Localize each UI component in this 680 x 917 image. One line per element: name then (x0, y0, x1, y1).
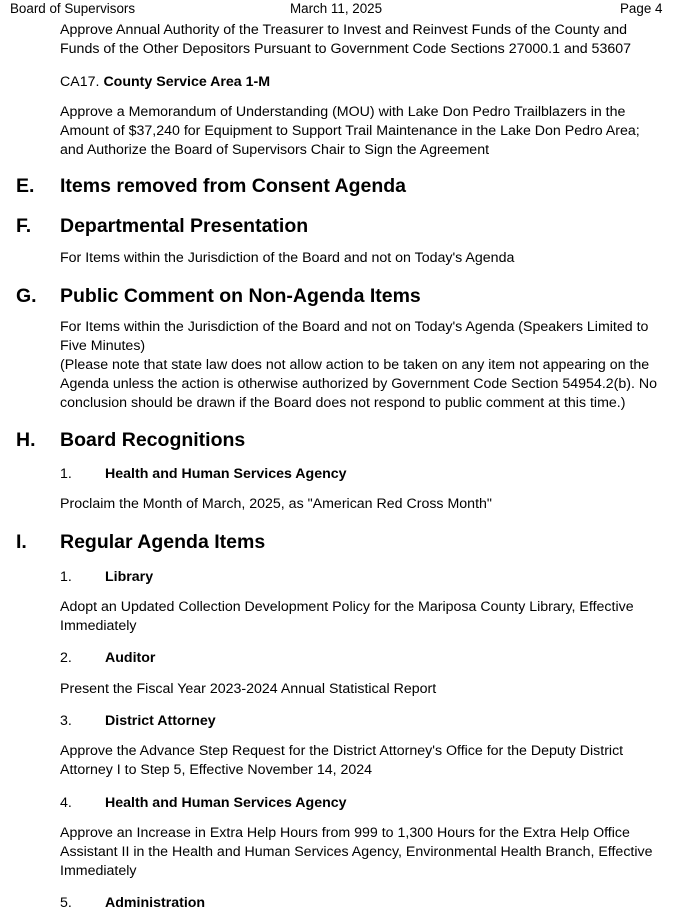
text-line: Present the Fiscal Year 2023-2024 Annual Statistical Report (60, 681, 437, 697)
section-letter: E. (16, 175, 35, 197)
text-line: Immediately (60, 863, 137, 879)
text-line: (Please note that state law does not allow action to be taken on any item not appearing on the (60, 357, 650, 373)
item-number: 4. (60, 795, 72, 811)
text-line: For Items within the Jurisdiction of the Board and not on Today's Agenda (60, 250, 515, 266)
consent-item-ca17 (60, 74, 270, 90)
header-page-number: Page 4 (620, 1, 663, 16)
item-number: 5. (60, 895, 72, 911)
text-line: and Authorize the Board of Supervisors Chair to Sign the Agreement (60, 142, 490, 158)
text-line: Agenda unless the action is otherwise authorized by Government Code Section 54954.2(b). No (60, 376, 658, 392)
item-title: Administration (105, 895, 206, 911)
text-line: Proclaim the Month of March, 2025, as "American Red Cross Month" (60, 496, 492, 512)
hhsa-item-description (60, 824, 668, 881)
text-line: Approve Annual Authority of the Treasurer to Invest and Reinvest Funds of the County and (60, 22, 628, 38)
section-title-regular-agenda: Regular Agenda Items (60, 531, 266, 553)
header-date: March 11, 2025 (290, 1, 383, 16)
item-number: 1. (60, 569, 72, 585)
text-line: Approve the Advance Step Request for the District Attorney's Office for the Deputy District (60, 743, 624, 759)
treasurer-item-description (60, 21, 668, 59)
section-letter: I. (16, 531, 27, 553)
text-line: Assistant II in the Health and Human Services Agency, Environmental Health Branch, Effective (60, 844, 653, 860)
item-number: CA17. (60, 74, 100, 90)
item-title: County Service Area 1-M (103, 74, 271, 90)
section-letter: F. (16, 215, 32, 237)
district-attorney-item-description (60, 742, 668, 780)
header-board-name: Board of Supervisors (10, 1, 136, 16)
item-title: Library (105, 569, 154, 585)
section-letter: G. (16, 285, 37, 307)
ca17-description (60, 103, 668, 160)
section-f-description (60, 249, 668, 268)
section-title-consent-removed: Items removed from Consent Agenda (60, 175, 407, 197)
item-number: 1. (60, 466, 72, 482)
text-line: Amount of $37,240 for Equipment to Support Trail Maintenance in the Lake Don Pedro Area; (60, 123, 640, 139)
text-line: Attorney I to Step 5, Effective November 14, 2024 (60, 762, 373, 778)
text-line: Five Minutes) (60, 338, 146, 354)
text-line: Funds of the Other Depositors Pursuant to Government Code Sections 27000.1 and 53607 (60, 41, 632, 57)
section-title-board-recognitions: Board Recognitions (60, 429, 246, 451)
section-title-departmental-presentation: Departmental Presentation (60, 215, 309, 237)
item-number: 2. (60, 650, 72, 666)
item-number: 3. (60, 713, 72, 729)
section-title-public-comment: Public Comment on Non-Agenda Items (60, 285, 421, 307)
text-line: Approve a Memorandum of Understanding (MOU) with Lake Don Pedro Trailblazers in the (60, 104, 626, 120)
text-line: Immediately (60, 618, 137, 634)
item-title: Health and Human Services Agency (105, 466, 347, 482)
text-line: Approve an Increase in Extra Help Hours from 999 to 1,300 Hours for the Extra Help Office (60, 825, 630, 841)
library-item-description (60, 598, 668, 636)
section-g-description (60, 318, 668, 413)
auditor-item-description (60, 680, 668, 699)
item-title: Health and Human Services Agency (105, 795, 347, 811)
item-title: Auditor (105, 650, 156, 666)
text-line: For Items within the Jurisdiction of the Board and not on Today's Agenda (Speakers Limited to (60, 319, 649, 335)
section-letter: H. (16, 429, 36, 451)
text-line: conclusion should be drawn if the Board does not respond to public comment at this time.) (60, 395, 626, 411)
text-line: Adopt an Updated Collection Development Policy for the Mariposa County Library, Effective (60, 599, 634, 615)
item-title: District Attorney (105, 713, 216, 729)
recognition-description (60, 495, 668, 514)
